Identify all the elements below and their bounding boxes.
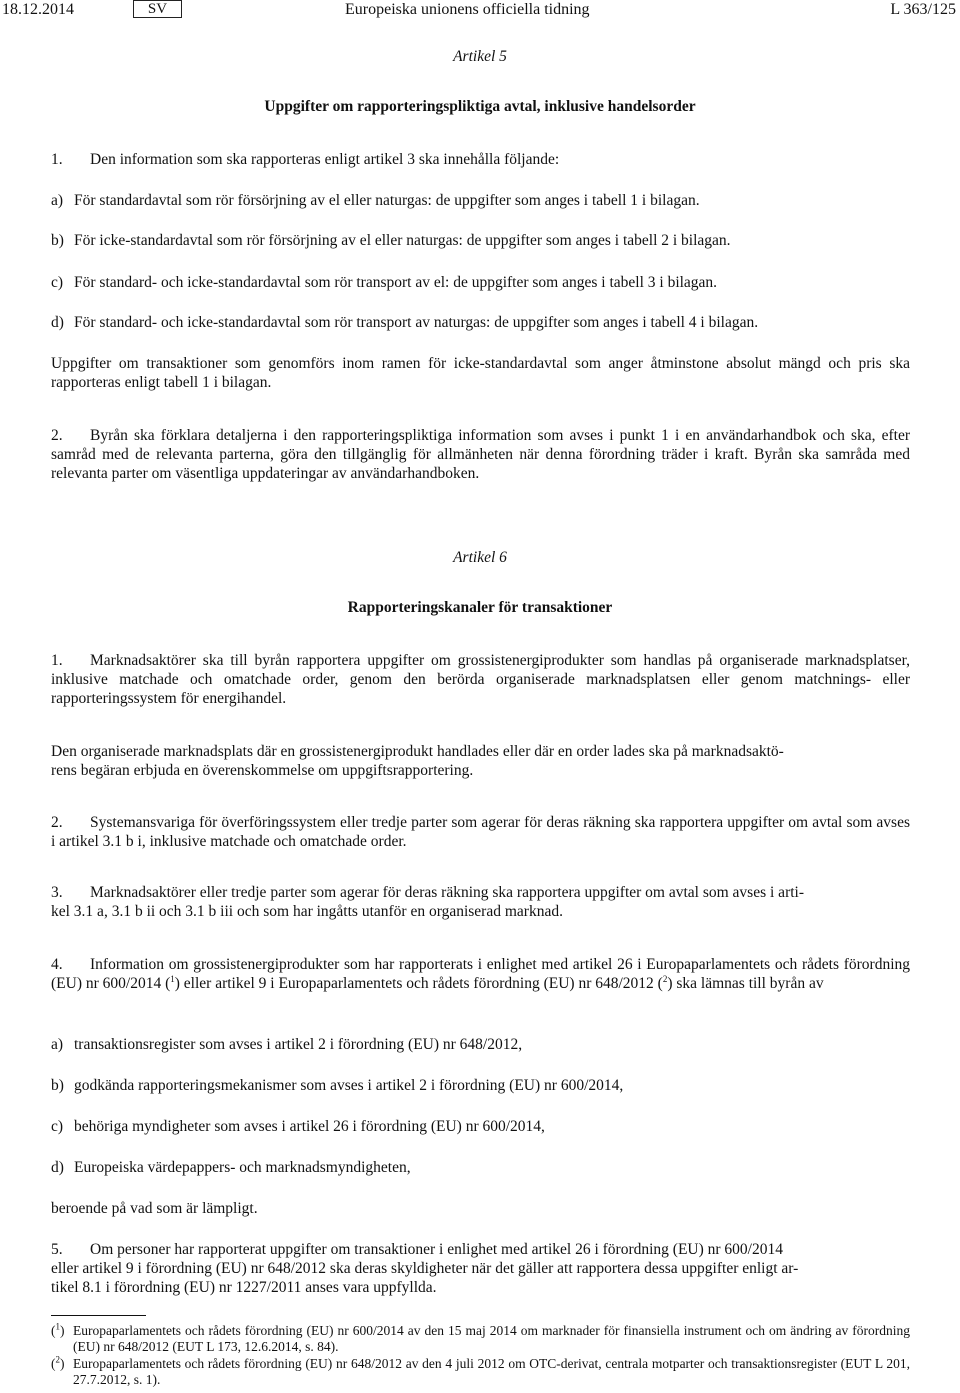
art5-paragraph-1 — [51, 150, 910, 169]
text-line: tikel 8.1 i förordning (EU) nr 1227/2011 anses vara uppfyllda. — [51, 1279, 437, 1296]
language-code: SV — [133, 0, 182, 18]
item-text: transaktionsregister som avses i artikel 2 i förordning (EU) nr 648/2012, — [74, 1036, 523, 1053]
item-letter: b) — [51, 232, 64, 249]
art6-item-a — [51, 1035, 910, 1054]
footnote-1 — [51, 1323, 910, 1355]
item-text: godkända rapporteringsmekanismer som avses i artikel 2 i förordning (EU) nr 600/2014, — [74, 1077, 624, 1094]
item-letter: d) — [51, 1159, 64, 1176]
paragraph-number: 5. — [51, 1241, 63, 1258]
paragraph-text: Om personer har rapporterat uppgifter om transaktioner i enlighet med artikel 26 i förordning (EU) nr 600/2014 — [90, 1241, 783, 1258]
item-letter: b) — [51, 1077, 64, 1094]
footnote-mark: ($^1$) — [51, 1321, 65, 1338]
article-5-title: Uppgifter om rapporteringspliktiga avtal, inklusive handelsorder — [264, 98, 696, 115]
item-text: För standard- och icke-standardavtal som rör transport av naturgas: de uppgifter som anges i tabell 4 i bilagan. — [74, 314, 759, 331]
art6-paragraph-4-continuation: beroende på vad som är lämpligt. — [51, 1200, 258, 1217]
article-6-label: Artikel 6 — [453, 549, 507, 566]
paragraph-number: 4. — [51, 956, 63, 973]
art5-item-b — [51, 231, 910, 250]
page-header — [0, 0, 960, 20]
art6-item-b — [51, 1076, 910, 1095]
text-line — [51, 1240, 910, 1259]
footnote-divider — [51, 1315, 146, 1316]
art5-item-a — [51, 191, 910, 210]
article-6-title: Rapporteringskanaler för transaktioner — [347, 599, 613, 616]
journal-title: Europeiska unionens officiella tidning — [345, 1, 590, 18]
paragraph-text: Marknadsaktörer eller tredje parter som agerar för deras räkning ska rapportera uppgifter om avtal som avses i arti- — [90, 884, 804, 901]
paragraph-number: 1. — [51, 652, 63, 669]
paragraph-text: Systemansvariga för överföringssystem eller tredje parter som agerar för deras räkning ska rapportera uppgifter om avtal som avses i artikel 3.1 b i, inklusive matchade och omatchade order. — [51, 814, 910, 850]
text-line — [51, 883, 910, 902]
art6-paragraph-1-subparagraph — [51, 742, 910, 780]
paragraph-number: 2. — [51, 814, 63, 831]
footnote-text: Europaparlamentets och rådets förordning (EU) nr 600/2014 av den 15 maj 2014 om marknader för finansiella instrument och om ändring av förordning (EU) nr 648/2012 (EUT L 173, 12.6.2014, s. 84). — [73, 1323, 910, 1354]
item-text: behöriga myndigheter som avses i artikel 26 i förordning (EU) nr 600/2014, — [74, 1118, 545, 1135]
paragraph-number: 2. — [51, 427, 63, 444]
item-text: För standardavtal som rör försörjning av el eller naturgas: de uppgifter som anges i tabell 1 i bilagan. — [74, 192, 700, 209]
article-5-label: Artikel 5 — [453, 48, 507, 65]
art6-paragraph-1 — [51, 651, 910, 708]
page-reference: L 363/125 — [890, 1, 956, 18]
item-letter: d) — [51, 314, 64, 331]
item-letter: a) — [51, 192, 64, 209]
paragraph-text: Information om grossistenergiprodukter som har rapporterats i enlighet med artikel 26 i Europaparlamentets och rådets förordning (EU) nr 600/2014 ( — [51, 956, 910, 992]
paragraph-text: Byrån ska förklara detaljerna i den rapporteringspliktiga information som avses i punkt 1 i en användarhandbok och ska, efter samråd med de relevanta parterna, göra den tillgänglig för allmänheten när denna förordning träder i kraft. Byrån ska samråda med relevanta parter om väsentliga uppdateringar av användarhandboken. — [51, 427, 910, 482]
text-line: kel 3.1 a, 3.1 b ii och 3.1 b iii och som har ingåtts utanför en organiserad marknad. — [51, 903, 563, 920]
art5-item-c — [51, 273, 910, 292]
art6-item-d — [51, 1158, 910, 1177]
paragraph-text: ) eller artikel 9 i Europaparlamentets och rådets förordning (EU) nr 648/2012 ( — [174, 975, 663, 992]
footnote-ref-2[interactable]: 2 — [662, 973, 668, 984]
footnote-2 — [51, 1356, 910, 1388]
item-text: För icke-standardavtal som rör försörjning av el eller naturgas: de uppgifter som anges i tabell 2 i bilagan. — [74, 232, 731, 249]
item-text: För standard- och icke-standardavtal som rör transport av el: de uppgifter som anges i tabell 3 i bilagan. — [74, 274, 718, 291]
text-line: eller artikel 9 i förordning (EU) nr 648/2012 ska deras skyldigheter när det gäller att rapportera dessa uppgifter enligt ar- — [51, 1260, 799, 1277]
art6-paragraph-5 — [51, 1240, 910, 1297]
art6-paragraph-3 — [51, 883, 910, 921]
text-line: Den organiserade marknadsplats där en grossistenergiprodukt handlades eller där en order lades ska på marknadsaktö- — [51, 743, 784, 760]
footnote-ref-1[interactable]: 1 — [170, 973, 175, 984]
paragraph-number: 3. — [51, 884, 63, 901]
art5-paragraph-1-continuation: Uppgifter om transaktioner som genomförs inom ramen för icke-standardavtal som anger åtminstone absolut mängd och pris ska rapporteras enligt tabell 1 i bilagan. — [51, 355, 910, 391]
art5-paragraph-2 — [51, 426, 910, 483]
publication-date: 18.12.2014 — [2, 1, 74, 18]
art6-paragraph-2 — [51, 813, 910, 851]
item-letter: a) — [51, 1036, 64, 1053]
art6-paragraph-4 — [51, 955, 910, 993]
text-line: rens begäran erbjuda en överenskommelse om uppgiftsrapportering. — [51, 762, 474, 779]
art6-item-c — [51, 1117, 910, 1136]
paragraph-text: Marknadsaktörer ska till byrån rapportera uppgifter om grossistenergiprodukter som handlas på organiserade marknadsplatser, inklusive matchade och omatchade order, genom den berörda organiserade marknadsplatsen eller genom matchnings- eller rapporteringssystem för energihandel. — [51, 652, 910, 707]
paragraph-text: ) ska lämnas till byrån av — [667, 975, 824, 992]
art5-item-d — [51, 313, 910, 332]
item-letter: c) — [51, 274, 64, 291]
paragraph-text: Den information som ska rapporteras enligt artikel 3 ska innehålla följande: — [90, 151, 560, 168]
footnote-text: Europaparlamentets och rådets förordning (EU) nr 648/2012 av den 4 juli 2012 om OTC-derivat, centrala motparter och transaktionsregister (EUT L 201, 27.7.2012, s. 1). — [73, 1356, 910, 1387]
footnote-mark: ($^2$) — [51, 1354, 65, 1371]
item-letter: c) — [51, 1118, 64, 1135]
item-text: Europeiska värdepappers- och marknadsmyndigheten, — [74, 1159, 411, 1176]
paragraph-number: 1. — [51, 151, 63, 168]
